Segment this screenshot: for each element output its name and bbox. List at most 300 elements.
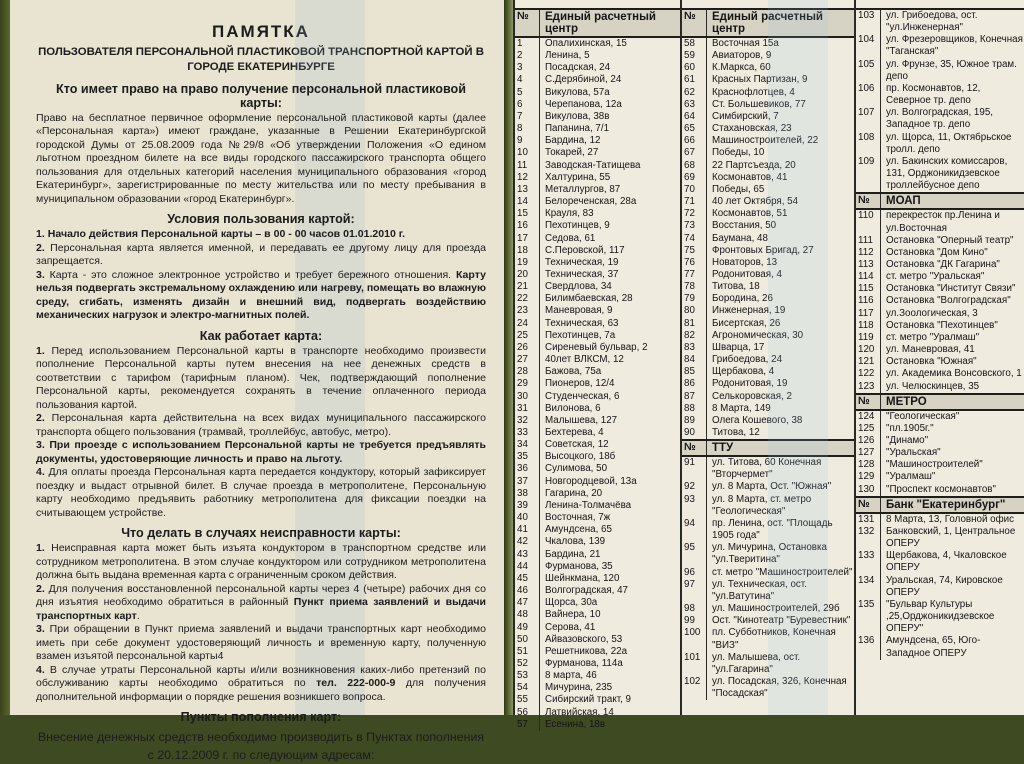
text-segment: Внесение денежных средств необходимо производить в Пунктах пополнения с 20.12.2009 г. по следующим адресам: — [37, 730, 485, 762]
table-row — [515, 597, 680, 609]
memo-paragraph — [36, 439, 486, 466]
table-row — [856, 295, 1024, 307]
table-row — [682, 427, 854, 439]
table-row — [682, 135, 854, 147]
row-number: 2 — [515, 50, 540, 62]
row-address: Космонавтов, 51 — [712, 208, 788, 220]
row-number: 65 — [682, 123, 707, 135]
row-number: 115 — [856, 283, 881, 295]
table-row — [515, 366, 680, 378]
row-number: 75 — [682, 245, 707, 257]
table-row — [682, 342, 854, 354]
text-segment: тел. 222-000-9 — [316, 677, 396, 690]
table-row — [682, 220, 854, 232]
row-number: 24 — [515, 318, 540, 330]
table-row — [515, 99, 680, 111]
table-row — [515, 403, 680, 415]
row-number: 70 — [682, 184, 707, 196]
table-row — [682, 62, 854, 74]
memo-paragraph — [36, 412, 486, 439]
section-title: ТТУ — [712, 442, 734, 455]
row-number: 133 — [856, 550, 881, 574]
row-number: 3 — [515, 62, 540, 74]
section-heading — [36, 329, 486, 343]
row-number: 49 — [515, 622, 540, 634]
text-segment: 1. — [36, 228, 45, 241]
table-row — [515, 74, 680, 86]
row-number: 113 — [856, 259, 881, 271]
table-row — [856, 550, 1024, 574]
row-address: Посадская, 24 — [545, 62, 611, 74]
table-row — [515, 62, 680, 74]
row-address: "Бульвар Культуры ,25,Орджоникидзевское ОПЕРУ" — [886, 598, 995, 635]
text-segment: Начало действия Персональной карты – в 00 - 00 часов 01.01.2010 г. — [44, 228, 406, 241]
table-row — [856, 447, 1024, 459]
row-number: 71 — [682, 196, 707, 208]
memo-body — [36, 82, 486, 764]
row-number: 99 — [682, 615, 707, 627]
text-segment: Условия пользования картой: — [167, 212, 355, 227]
table-row — [682, 257, 854, 269]
memo-paragraph — [36, 228, 486, 242]
row-address: Халтурина, 55 — [545, 171, 611, 183]
table-row — [682, 147, 854, 159]
table-row — [682, 415, 854, 427]
row-number: 76 — [682, 257, 707, 269]
number-column-header: № — [856, 395, 881, 409]
table-row — [856, 459, 1024, 471]
row-address: "Уральская" — [886, 447, 941, 459]
table-row — [682, 196, 854, 208]
row-number: 83 — [682, 342, 707, 354]
table-row — [856, 59, 1024, 83]
row-number: 4 — [515, 74, 540, 86]
address-table-page — [513, 0, 1024, 730]
table-row — [515, 269, 680, 281]
row-address: ул. Техническая, ост. "ул.Ватутина" — [712, 578, 807, 602]
memo-paragraph — [36, 729, 486, 764]
table-row — [515, 622, 680, 634]
row-number: 69 — [682, 172, 707, 184]
row-number: 120 — [856, 344, 881, 356]
table-section-header — [515, 8, 680, 38]
row-address: Родонитовая, 4 — [712, 268, 782, 280]
text-segment: Кто имеет право на право получение персональной пластиковой карты: — [56, 81, 466, 110]
row-number: 127 — [856, 447, 881, 459]
row-address: Пехотинцев, 9 — [545, 220, 610, 232]
row-address: Баумана, 48 — [712, 232, 768, 244]
table-row — [682, 208, 854, 220]
row-number: 118 — [856, 320, 881, 332]
text-segment: Персональная карта действительна на всех видах муниципального пассажирского транспорта общего пользования (трамвай, троллейбус, автобус, метро). — [36, 412, 486, 438]
row-address: Бехтерева, 4 — [545, 427, 604, 438]
row-number: 12 — [515, 172, 540, 184]
row-number: 89 — [682, 415, 707, 427]
table-row — [515, 342, 680, 354]
text-segment: 2. — [36, 582, 45, 595]
row-number: 30 — [515, 391, 540, 403]
table-row — [856, 156, 1024, 192]
row-address: Авиаторов, 9 — [712, 50, 772, 62]
row-address: ул. Грибоедова, ост. "ул.Инженерная" — [886, 10, 978, 34]
row-number: 91 — [682, 457, 707, 481]
row-address: Восточная, 7ж — [545, 512, 611, 524]
row-number: 15 — [515, 208, 540, 220]
table-column-3 — [854, 0, 1024, 715]
row-address: Остановка "Пехотинцев" — [886, 319, 998, 331]
table-row — [515, 184, 680, 196]
row-number: 103 — [856, 10, 881, 34]
table-row — [682, 615, 854, 627]
row-address: Остановка "ДК Гагарина" — [886, 258, 1000, 270]
table-row — [856, 271, 1024, 283]
table-row — [515, 38, 680, 50]
row-number: 58 — [682, 38, 707, 50]
row-address: Свердлова, 34 — [545, 281, 612, 293]
number-column-header: № — [515, 10, 540, 36]
text-segment: для получения дополнительной информации о порядке решения возникшего вопроса. — [36, 677, 486, 703]
table-row — [856, 514, 1024, 526]
row-number: 105 — [856, 59, 881, 83]
table-row — [856, 381, 1024, 393]
row-address: Родонитовая, 19 — [712, 378, 788, 390]
row-number: 73 — [682, 220, 707, 232]
row-address: Пионеров, 12/4 — [545, 378, 615, 390]
row-number: 116 — [856, 295, 881, 307]
row-number: 90 — [682, 427, 707, 439]
text-segment: 4. — [36, 466, 45, 479]
row-address: Седова, 61 — [545, 232, 596, 244]
table-row — [682, 652, 854, 676]
table-row — [682, 160, 854, 172]
row-address: Крауля, 83 — [545, 208, 594, 220]
table-row — [515, 512, 680, 524]
row-number: 107 — [856, 107, 881, 131]
row-number: 80 — [682, 305, 707, 317]
text-segment: Карту нельзя подвергать экстремальному охлаждению или нагреву, помещать во влажную среду, сгибать, изменять дизайн и внешний вид, подвергать воздействию механических нагрузок и электро-магнитных полей. — [36, 268, 486, 322]
table-row — [856, 34, 1024, 58]
row-address: Серова, 41 — [545, 621, 596, 633]
text-segment: 3. — [36, 623, 45, 636]
row-address: Мичурина, 235 — [545, 682, 613, 694]
row-address: Сибирский тракт, 9 — [545, 694, 632, 706]
row-address: Заводская-Татищева — [545, 159, 641, 171]
row-address: пр. Ленина, ост. "Площадь 1905 года" — [712, 517, 833, 542]
table-row — [515, 293, 680, 305]
row-address: Опалихинская, 15 — [545, 38, 627, 49]
table-row — [515, 208, 680, 220]
row-address: ул. Посадская, 326, Конечная "Посадская" — [712, 675, 847, 700]
table-row — [515, 220, 680, 232]
row-address: Шейнкмана, 120 — [545, 572, 620, 584]
row-address: С.Перовской, 117 — [545, 244, 625, 256]
text-segment: Карта - это сложное электронное устройство и требует бережного отношения. — [44, 268, 456, 281]
row-number: 117 — [856, 308, 881, 320]
row-address: Симбирский, 7 — [712, 110, 779, 122]
row-number: 124 — [856, 411, 881, 423]
row-address: ст. метро "Уралмаш" — [886, 331, 980, 343]
table-row — [682, 38, 854, 50]
table-row — [856, 320, 1024, 332]
row-number: 136 — [856, 635, 881, 659]
row-number: 132 — [856, 526, 881, 550]
row-number: 106 — [856, 83, 881, 107]
row-address: ст. метро "Машиностроителей" — [712, 566, 853, 578]
row-number: 36 — [515, 463, 540, 475]
memo-paragraph — [36, 664, 486, 705]
table-row — [515, 281, 680, 293]
row-number: 33 — [515, 427, 540, 439]
row-address: Амундсена, 65, Юго-Западное ОПЕРУ — [886, 635, 981, 659]
row-address: Айвазовского, 53 — [545, 633, 623, 645]
table-row — [856, 308, 1024, 320]
row-number: 122 — [856, 368, 881, 380]
row-number: 66 — [682, 135, 707, 147]
table-row — [515, 196, 680, 208]
table-row — [682, 172, 854, 184]
table-row — [515, 135, 680, 147]
table-row — [856, 599, 1024, 635]
table-row — [856, 210, 1024, 234]
table-row — [682, 330, 854, 342]
row-number: 28 — [515, 366, 540, 378]
row-address: ул. Щорса, 11, Октябрьское тролл. депо — [886, 131, 1012, 155]
memo-paragraph — [36, 623, 486, 664]
row-address: Инженерная, 19 — [712, 305, 786, 317]
row-number: 74 — [682, 233, 707, 245]
row-number: 108 — [856, 132, 881, 156]
table-row — [682, 305, 854, 317]
row-address: перекресток пр.Ленина и ул.Восточная — [886, 210, 1000, 234]
row-address: ул. Маневровая, 41 — [886, 344, 975, 356]
text-segment: Для оплаты проезда Персональная карта передается кондуктору, который зафиксирует поездку и выдаст отрывной билет. В случае проезда в метрополитене, Персональную карту необходимо предъявить работнику метрополитена для фиксации поездки на считывающем устройстве. — [36, 466, 486, 519]
row-address: Новаторов, 13 — [712, 256, 778, 268]
row-address: ул. Машиностроителей, 29б — [712, 603, 840, 615]
row-number: 85 — [682, 366, 707, 378]
table-row — [515, 682, 680, 694]
row-address: Селькоровская, 2 — [712, 390, 792, 402]
row-number: 60 — [682, 62, 707, 74]
table-row — [856, 635, 1024, 659]
section-heading — [36, 710, 486, 724]
memo-paragraph — [36, 269, 486, 323]
row-address: Волгоградская, 47 — [545, 585, 628, 597]
text-segment: 2. — [36, 241, 45, 254]
row-number: 114 — [856, 271, 881, 283]
table-row — [515, 536, 680, 548]
table-row — [682, 518, 854, 542]
row-address: "пл.1905г." — [886, 422, 934, 434]
row-number: 22 — [515, 293, 540, 305]
row-number: 128 — [856, 459, 881, 471]
table-row — [515, 391, 680, 403]
table-row — [856, 435, 1024, 447]
row-address: Восстания, 50 — [712, 220, 777, 232]
row-number: 32 — [515, 415, 540, 427]
text-segment: Пункт приема заявлений и выдачи транспортных карт — [36, 596, 486, 622]
row-number: 10 — [515, 147, 540, 159]
table-row — [515, 87, 680, 99]
row-number: 17 — [515, 233, 540, 245]
row-number: 87 — [682, 391, 707, 403]
table-row — [515, 50, 680, 62]
text-segment: 1. — [36, 344, 45, 357]
row-address: "Геологическая" — [886, 410, 960, 422]
table-row — [515, 330, 680, 342]
table-row — [856, 283, 1024, 295]
row-address: Высоцкого, 18б — [545, 451, 616, 463]
row-number: 123 — [856, 381, 881, 393]
row-number: 68 — [682, 160, 707, 172]
row-address: пр. Космонавтов, 12, Северное тр. депо — [886, 82, 981, 107]
row-number: 95 — [682, 542, 707, 566]
text-segment: Перед использованием Персональной карты в транспорте необходимо произвести пополнение Персональной карты путем внесения на нее денежных средств в соответствии с тарифом (тарифным планом). Чек, подтверждающий пополнение Персональной карты, рекомендуется сохранять в течение оплаченного периода пользования картой. — [36, 344, 486, 411]
row-address: Черепанова, 12а — [545, 98, 622, 110]
row-address: ул. Мичурина, Остановка "ул.Тверитина" — [712, 542, 827, 566]
row-number: 43 — [515, 549, 540, 561]
row-address: "Уралмаш" — [886, 471, 936, 483]
row-number: 41 — [515, 524, 540, 536]
row-number: 7 — [515, 111, 540, 123]
page-divider — [504, 0, 513, 715]
table-row — [515, 634, 680, 646]
table-row — [682, 481, 854, 493]
row-number: 81 — [682, 318, 707, 330]
row-number: 52 — [515, 658, 540, 670]
row-number: 110 — [856, 210, 881, 234]
memo-paragraph — [36, 466, 486, 520]
memo-subtitle: ПОЛЬЗОВАТЕЛЯ ПЕРСОНАЛЬНОЙ ПЛАСТИКОВОЙ ТРАНСПОРТНОЙ КАРТОЙ В ГОРОДЕ ЕКАТЕРИНБУРГЕ — [38, 46, 484, 73]
row-address: Машиностроителей, 22 — [712, 135, 819, 147]
table-section-header — [682, 8, 854, 38]
row-number: 62 — [682, 87, 707, 99]
table-row — [515, 378, 680, 390]
table-row — [515, 318, 680, 330]
row-address: ул. Академика Вонсовского, 1 — [886, 368, 1022, 380]
row-number: 102 — [682, 676, 707, 700]
row-number: 100 — [682, 627, 707, 651]
row-number: 96 — [682, 567, 707, 579]
table-row — [515, 257, 680, 269]
table-row — [682, 457, 854, 481]
table-row — [682, 233, 854, 245]
row-number: 97 — [682, 579, 707, 603]
row-number: 51 — [515, 646, 540, 658]
row-address: Ост. "Кинотеатр "Буревестник" — [712, 615, 851, 627]
table-row — [515, 415, 680, 427]
row-number: 56 — [515, 707, 540, 719]
memo-paragraph — [36, 112, 486, 207]
text-segment: 4. — [36, 663, 45, 676]
table-row — [682, 579, 854, 603]
row-number: 8 — [515, 123, 540, 135]
row-number: 77 — [682, 269, 707, 281]
row-number: 23 — [515, 305, 540, 317]
table-row — [856, 423, 1024, 435]
row-number: 54 — [515, 682, 540, 694]
row-address: Сиреневый бульвар, 2 — [545, 341, 648, 353]
section-title: МОАП — [886, 195, 921, 208]
table-row — [682, 269, 854, 281]
row-address: Токарей, 27 — [545, 147, 599, 159]
row-number: 31 — [515, 403, 540, 415]
text-segment: Пункты пополнения карт: — [180, 710, 342, 725]
table-row — [856, 107, 1024, 131]
row-number: 25 — [515, 330, 540, 342]
table-row — [682, 293, 854, 305]
table-row — [682, 378, 854, 390]
text-segment: Для получения восстановленной персональной карты через 4 (четыре) рабочих дня со дня изъятия необходимо обратиться в районный — [36, 582, 486, 609]
table-column-1 — [513, 0, 680, 730]
row-address: Билимбаевская, 28 — [545, 293, 633, 305]
row-address: Восточная 15а — [712, 38, 779, 49]
text-segment: . — [136, 609, 140, 622]
row-address: ул. Фрунзе, 35, Южное трам. депо — [886, 58, 1017, 82]
memo-paragraph — [36, 583, 486, 624]
number-column-header: № — [856, 194, 881, 208]
table-row — [856, 259, 1024, 271]
table-row — [515, 439, 680, 451]
row-address: Грибоедова, 24 — [712, 354, 783, 366]
row-address: ст. метро "Уральская" — [886, 271, 985, 283]
table-row — [856, 10, 1024, 34]
number-column-header: № — [856, 498, 881, 512]
table-row — [515, 354, 680, 366]
memo-paragraph — [36, 242, 486, 269]
row-number: 42 — [515, 536, 540, 548]
table-row — [515, 707, 680, 719]
row-address: 8 марта, 46 — [545, 670, 597, 682]
row-address: Остановка "Институт Связи" — [886, 283, 1016, 295]
row-address: Викулова, 57а — [545, 86, 610, 98]
row-number: 72 — [682, 208, 707, 220]
table-row — [515, 719, 680, 731]
section-title: МЕТРО — [886, 395, 927, 408]
table-top-edge — [856, 0, 1024, 10]
row-number: 94 — [682, 518, 707, 542]
table-row — [682, 318, 854, 330]
row-number: 109 — [856, 156, 881, 192]
text-segment: В случае утраты Персональной карты и/или возникновения каких-либо претензий по обслуживанию карты необходимо обратиться по — [36, 663, 486, 690]
table-row — [682, 123, 854, 135]
row-address: Титова, 12 — [712, 427, 760, 438]
row-address: Стахановская, 23 — [712, 123, 792, 135]
table-row — [515, 160, 680, 172]
text-segment: При обращении в Пункт приема заявлений и выдачи транспортных карт необходимо иметь при себе документ удостоверяющий личность и временную карту, полученную взамен изъятой персональной карты4 — [36, 623, 486, 663]
text-segment: Право на бесплатное первичное оформление персональной пластиковой карты (далее «Персональная карта») имеют граждане, указанные в Решении Екатеринбургской городской Думы от 25.08.2009 года №29/8 «Об утверждении Положения «О едином льготном проездном билете на все виды городского пассажирского транспорта общего пользования для отдельных категорий населения муниципального образования «город Екатеринбург», зарегистрированные по месту жительства или по месту пребывания в муниципальном образовании «город Екатеринбург». — [36, 111, 486, 205]
table-row — [856, 575, 1024, 599]
table-row — [515, 694, 680, 706]
row-address: ул. 8 Марта, ст. метро "Геологическая" — [712, 493, 812, 517]
row-address: Сулимова, 50 — [545, 463, 608, 475]
table-row — [856, 235, 1024, 247]
row-address: 40лет ВЛКСМ, 12 — [545, 354, 624, 366]
memo-title: ПАМЯТКА — [212, 22, 310, 41]
row-address: 22 Партсъезда, 20 — [712, 159, 796, 171]
row-address: Гагарина, 20 — [545, 487, 603, 499]
row-number: 39 — [515, 500, 540, 512]
row-address: Олега Кошевого, 38 — [712, 414, 803, 426]
table-row — [515, 500, 680, 512]
number-column-header: № — [682, 10, 707, 36]
row-address: 40 лет Октября, 54 — [712, 196, 799, 208]
row-address: Остановка "Дом Кино" — [886, 246, 988, 258]
row-number: 14 — [515, 196, 540, 208]
table-row — [515, 524, 680, 536]
row-address: Бородина, 26 — [712, 293, 773, 305]
table-row — [682, 111, 854, 123]
table-row — [682, 245, 854, 257]
